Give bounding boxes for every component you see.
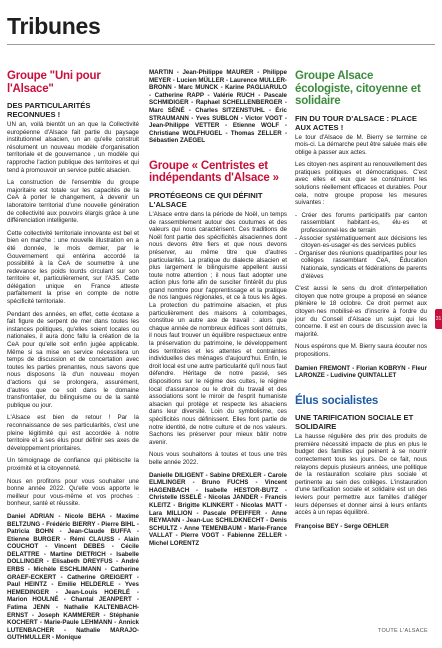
column-centristes [149, 69, 287, 553]
centristes-paragraph-1: L'Alsace entre dans la période de Noël, un temps de rassemblement autour des coutumes et des valeurs qui nous caractérisent. Ces traditions de Noël font partie des spécificités alsaciennes dont nous devons être fiers et que nous devons préserver, au même titre que d'autres particularités. La pratique du dialecte alsacien et plus largement le bilinguisme appellent aussi toute notre attention ; il nous faut adopter une action plus forte afin de susciter l'intérêt du plus grand nombre pour l'apprentissage et la pratique de nos langues régionales, et ce à tous les âges. La protection du patrimoine alsacien, et plus particulièrement des maisons à colombages, constitue un autre axe de travail : alors que chaque année de nombreux édifices sont détruits, il nous faut trouver un équilibre respectueux entre la préservation du patrimoine, le développement des territoires et les attentes et contraintes individuelles des ménages d'aujourd'hui. Enfin, le droit local est une autre particularité qu'il nous faut défendre. Héritage de notre passé, ses dispositions sur le régime des cultes, le régime local d'assurance ou le droit du travail et des associations sont le miroir de l'esprit humaniste alsacien qui protège et respecte les alsaciens dans leur diversité. Loin du symbolisme, ces spécificités nous définissent. Elles font partie de notre identité, de notre culture et de nos valeurs. Sachons les préserver pour mieux bâtir notre avenir. [149, 210, 287, 446]
list-item: - Associer systématiquement aux décisions les citoyen·es-usager·es des services publics [295, 234, 427, 250]
union-subtitle: DES PARTICULARITÉS RECONNUES ! [7, 101, 91, 119]
ecologiste-paragraph-3: C'est aussi le sens du droit d'interpellation citoyen que notre groupe a proposé en séance plénière le 18 octobre. Ce droit permet aux citoyen·nes mobilisé·es d'inscrire à l'ordre du jour du Conseil d'Alsace un sujet qui les concerne. Il est en cours de discussion avec la majorité. [295, 285, 427, 338]
title-divider [7, 44, 435, 45]
union-signatories-part-1: Daniel ADRIAN - Nicole BEHA - Maxime BELTZUNG - Frédéric BIERRY - Pierre BIHL - Patricia BOHN - Jean-Claude BUFFA - Etienne BURGER - Rémi CLAUSS - Alain COUCHOT - Vincent DEBES - Cécile DELATTRE - Martine DIETRICH - Isabelle DOLLINGER - Elisabeth DREYFUS - André ERBS - Michèle ESCHLIMANN - Catherine GRAEF-ECKERT - Catherine GREIGERT - Paul HEINTZ - Emilie HELDERLE - Yves HEMEDINGER - Jean-Louis HOERLÉ - Marion HOULNÉ - Chantal JEANPERT - Fatima JENN - Nathalie KALTENBACH-ERNST - Joseph KAMMERER - Stéphanie KOCHERT - Marie-Paule LEHMANN - Annick LUTENBACHER - Nathalie MARAJO-GUTHMULLER - Monique [7, 512, 139, 642]
centristes-subtitle: PROTÉGEONS CE QUI DÉFINIT L'ALSACE [149, 190, 263, 209]
ecologiste-proposals-list [295, 212, 427, 280]
page-title: Tribunes [7, 13, 101, 39]
ecologiste-subtitle: FIN DU TOUR D'ALSACE : PLACE AUX ACTES ! [295, 113, 417, 132]
union-paragraph-5: L'Alsace est bien de retour ! Par la reconnaissance de ses particularités, c'est une pleine légitimité qui est accordée à notre territoire et à ses élus pour définir ses axes de développement prioritaires. [7, 414, 139, 452]
footer-label: TOUTE L'ALSACE [377, 628, 428, 634]
union-paragraph-3: Cette collectivité territoriale innovante est bel et bien en marche : une nouvelle illustration en a été donnée, le mois dernier, par le Gouvernement qui entérina accordé la possibilité à la CeA de soumettre à une redevance les poids lourds circulant sur son territoire et, particulièrement, sur l'A35. Cette délégation unique en France atteste parfaitement la prise en compte de notre spécificité territoriale. [7, 229, 139, 306]
socialistes-signatories: Françoise BEY - Serge OEHLER [295, 522, 389, 530]
union-paragraph-2: La construction de l'ensemble du groupe majoritaire est totale sur les capacités de la CeA à porter le changement, à devenir un laboratoire territorial d'une nouvelle génération de collectivité aux pouvoirs élargis grâce à une différenciation intelligente. [7, 179, 139, 225]
ecologiste-paragraph-4: Nous espérons que M. Bierry saura écouter nos propositions. [295, 343, 427, 358]
union-paragraph-7: Nous en profitons pour vous souhaiter une bonne année 2022. Qu'elle vous apporte le meilleur pour vous-même et vos proches : bonheur, santé et réussite. [7, 477, 139, 508]
union-paragraph-4: Pendant des années, en effet, cette écotaxe a fait figure de serpent de mer dans toutes les instances politiques, qu'elles soient locales ou nationales, il aura donc fallu la création de la CeA pour qu'elle soit enfin jugée applicable. Même si sa mise en service nécessitera un temps de discussion et de concertation avec toutes les parties prenantes, nous savons que nous disposons là d'un nouveau moyen d'actions qui se prolongera, assurément, d'autres que ce soit dans le domaine transfrontalier, du bilinguisme ou de la santé publique ou jour. [7, 310, 139, 409]
column-ecologiste [295, 70, 427, 536]
page-header [0, 0, 442, 50]
union-paragraph-1: UN an, voilà bientôt un an que la Collectivité européenne d'Alsace fait partie du paysage institutionnel alsacien, un an qu'elle construit résolument un nouveau modèle d'organisation territoriale et de gouvernance , un modèle qui rapproche l'action publique des territoires et qui tend à promouvoir un service public alsacien. [7, 121, 139, 174]
socialistes-paragraph-1: La hausse régulière des prix des produits de première nécessité impacte de plus en plus le budget des familles qui peinent à se nourrir correctement tous les jours. De ce fait, nous relayons depuis plusieurs années, une politique de la restauration scolaire plus sociale et pertinente au sein des collèges. L'instauration d'une tarification sociale et solidaire est un des leviers pour permettre aux familles d'alléger leurs dépenses et donner ainsi à leurs enfants accès à un repas équilibré. [295, 433, 427, 517]
union-paragraph-6: Un témoignage de confiance qui plébiscite la proximité et la citoyenneté. [7, 457, 139, 472]
page-number-badge: 31 [435, 309, 442, 329]
union-signatories-part-2: MARTIN - Jean-Philippe MAURER - Philippe MEYER - Lucien MÜLLER - Laurence MULLER-BRONN - Marc MUNCK - Karine PAGLIARULO - Catherine RAPP - Valérie RUCH - Pascale SCHMIDIGER - Raphael SCHELLENBERGER - Marc SÉNÉ - Charles SITZENSTUHL - Éric STRAUMANN - Yves SUBLON - Victor VOGT - Jean-Philippe VETTER - Etienne WOLF - Christiane WOLFHUGEL - Thomas ZELLER - Sébastien ZAEGEL [149, 69, 287, 145]
list-item: - Créer des forums participatifs par canton rassemblant habitant·es, élu·es et professionnel·les de terrain [295, 211, 427, 235]
centristes-group-title: Groupe « Centristes et indépendants d'Alsace » [149, 159, 279, 185]
ecologiste-paragraph-1: Le tour d'Alsace de M. Bierry se termine ce mois-ci. La démarche peut être saluée mais elle oblige à passer aux actes. [295, 133, 427, 156]
ecologiste-signatories: Damien FREMONT - Florian KOBRYN - Fleur LARONZE - Ludivine QUINTALLET [295, 364, 427, 380]
union-group-title: Groupe "Uni pour l'Alsace" [7, 70, 101, 95]
centristes-paragraph-2: Nous vous souhaitons à toutes et tous une très belle année 2022. [149, 451, 287, 466]
ecologiste-paragraph-2: Les citoyen·nes aspirent au renouvellement des pratiques politiques et démocratiques. C'est avec elles et eux que se construiront les solutions réellement efficaces et durables. Pour cela, notre groupe propose les mesures suivantes : [295, 161, 427, 207]
ecologiste-group-title: Groupe Alsace écologiste, citoyenne et solidaire [295, 70, 421, 107]
centristes-signatories: Danielle DILIGENT - Sabine DREXLER - Carole ELMLINGER - Bruno FUCHS - Vincent HAGENBACH - Isabelle HESTOR-BUTZ - Christelle ISSELÉ - Nicolas JANDER - Francis KLEITZ - Brigitte KLINKERT - Nicolas MATT - Lara MILLION - Pascale PFEIFFER - Anne REYMANN - Jean-Luc SCHILDKNECHT - Denis SCHULTZ - Anne TEMENBAUM - Marie-France VALLAT - Pierre VOGT - Fabienne ZELLER - Michel LORENTZ [149, 471, 287, 547]
socialistes-group-title: Élus socialistes [295, 394, 379, 407]
socialistes-subtitle: UNE TARIFICATION SOCIALE ET SOLIDAIRE [295, 413, 414, 432]
column-union [7, 70, 139, 648]
list-item: - Organiser des réunions quadripartites pour les collèges rassemblant CeA, Éducation Nationale, syndicats et fédérations de parents d'élèves [295, 249, 427, 280]
